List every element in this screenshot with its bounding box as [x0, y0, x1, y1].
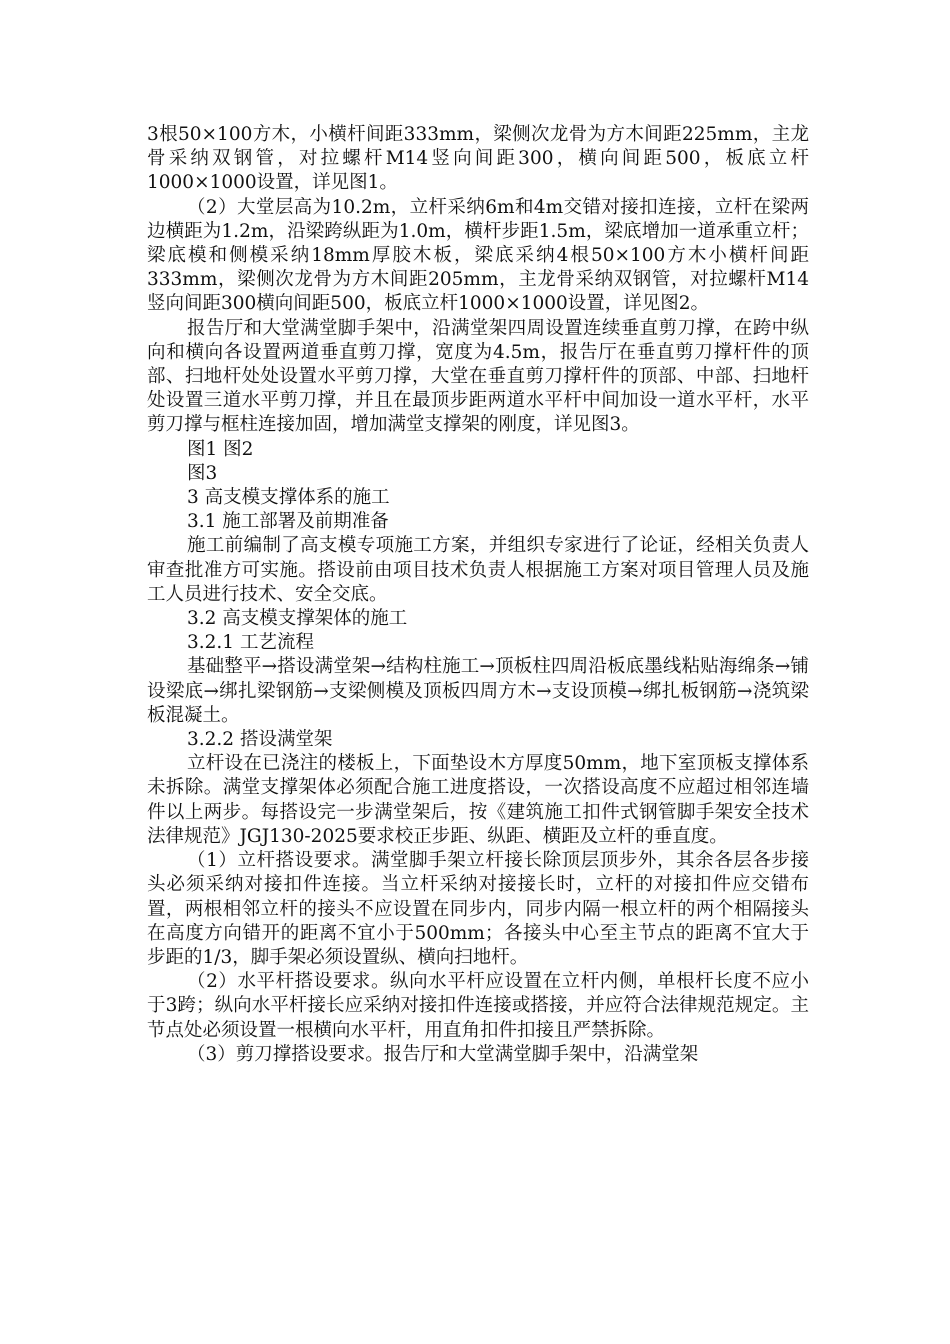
paragraph-2: （2）大堂层高为10.2m，立杆采纳6m和4m交错对接扣连接，立杆在梁两边横距为1.2m，沿梁跨纵距为1.0m，横杆步距1.5m，梁底增加一道承重立杆；梁底模和侧模采纳18mm厚胶木板，梁底采纳4根50×100方木小横杆间距333mm，梁侧次龙骨为方木间距205mm，主龙骨采纳双钢管，对拉螺杆M14竖向间距300横向间距500，板底立杆1000×1000设置，详见图2。: [147, 196, 809, 315]
section-heading-3-2-1: 3.2.1 工艺流程: [187, 632, 314, 654]
section-heading-3-1: 3.1 施工部署及前期准备: [187, 511, 389, 533]
section-heading-3: 3 高支模支撑体系的施工: [187, 487, 390, 509]
figure-caption-1-2: 图1 图2: [187, 438, 254, 460]
paragraph-6: 立杆设在已浇注的楼板上，下面垫设木方厚度50mm，地下室顶板支撑体系未拆除。满堂支撑架体必须配合施工进度搭设，一次搭设高度不应超过相邻连墙件以上两步。每搭设完一步满堂架后，按《建筑施工扣件式钢管脚手架安全技术法律规范》JGJ130-2025要求校正步距、纵距、横距及立杆的垂直度。: [147, 753, 809, 847]
document-body: [147, 123, 809, 1067]
section-heading-3-2-2: 3.2.2 搭设满堂架: [187, 729, 333, 751]
section-heading-3-2: 3.2 高支模支撑架体的施工: [187, 608, 408, 630]
paragraph-5: 基础整平→搭设满堂架→结构柱施工→顶板柱四周沿板底墨线粘贴海绵条→铺设梁底→绑扎梁钢筋→支梁侧模及顶板四周方木→支设顶模→绑扎板钢筋→浇筑梁板混凝土。: [147, 656, 809, 726]
paragraph-4: 施工前编制了高支模专项施工方案，并组织专家进行了论证，经相关负责人审查批准方可实施。搭设前由项目技术负责人根据施工方案对项目管理人员及施工人员进行技术、安全交底。: [147, 535, 809, 605]
paragraph-8: （2）水平杆搭设要求。纵向水平杆应设置在立杆内侧，单根杆长度不应小于3跨；纵向水平杆接长应采纳对接扣件连接或搭接，并应符合法律规范规定。主节点处必须设置一根横向水平杆，用直角扣件扣接且严禁拆除。: [147, 971, 809, 1041]
paragraph-7: （1）立杆搭设要求。满堂脚手架立杆接长除顶层顶步外，其余各层各步接头必须采纳对接扣件连接。当立杆采纳对接接长时，立杆的对接扣件应交错布置，两根相邻立杆的接头不应设置在同步内，同步内隔一根立杆的两个相隔接头在高度方向错开的距离不宜小于500mm；各接头中心至主节点的距离不宜大于步距的1/3，脚手架必须设置纵、横向扫地杆。: [147, 850, 809, 968]
paragraph-1: 3根50×100方木，小横杆间距333mm，梁侧次龙骨为方木间距225mm，主龙骨采纳双钢管，对拉螺杆M14竖向间距300，横向间距500，板底立杆1000×1000设置，详见图1。: [147, 124, 809, 194]
paragraph-3: 报告厅和大堂满堂脚手架中，沿满堂架四周设置连续垂直剪刀撑，在跨中纵向和横向各设置两道垂直剪刀撑，宽度为4.5m，报告厅在垂直剪刀撑杆件的顶部、扫地杆处处设置水平剪刀撑，大堂在垂直剪刀撑杆件的顶部、中部、扫地杆处设置三道水平剪刀撑，并且在最顶步距两道水平杆中间加设一道水平杆，水平剪刀撑与框柱连接加固，增加满堂支撑架的刚度，详见图3。: [147, 317, 809, 436]
paragraph-9: （3）剪刀撑搭设要求。报告厅和大堂满堂脚手架中，沿满堂架: [187, 1043, 699, 1065]
figure-caption-3: 图3: [187, 462, 218, 484]
